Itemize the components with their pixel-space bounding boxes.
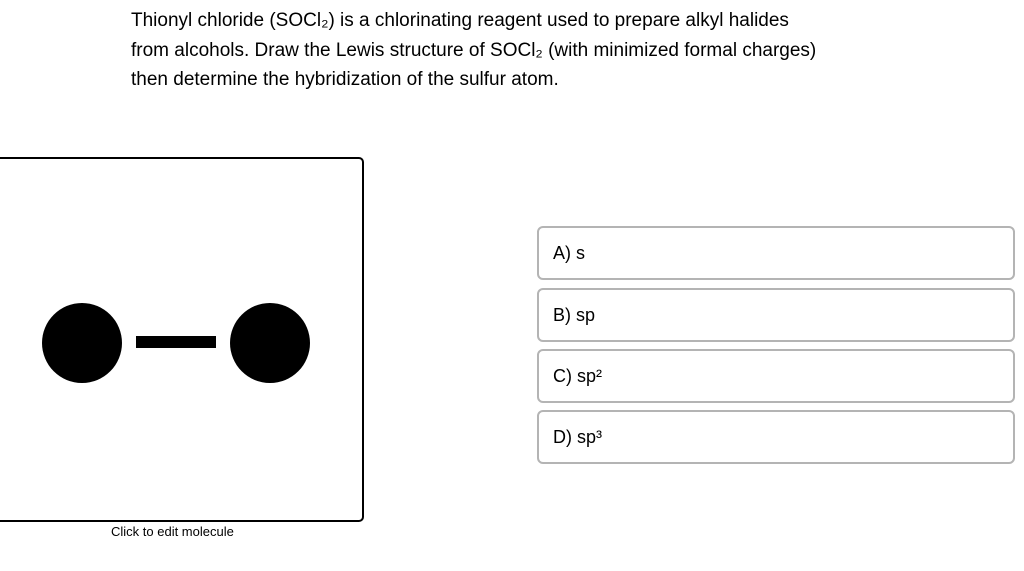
question-line: from alcohols. Draw the Lewis structure of SOCl₂ (with minimized formal charges) [131,39,817,61]
option-b[interactable]: B) sp [537,288,1015,342]
atom-left [42,303,122,383]
question-line: then determine the hybridization of the sulfur atom. [131,69,559,90]
molecule-editor-canvas[interactable] [0,157,364,522]
question-text [131,6,931,95]
atom-right [230,303,310,383]
edit-molecule-caption[interactable]: Click to edit molecule [111,524,234,539]
option-c[interactable]: C) sp² [537,349,1015,403]
option-a[interactable]: A) s [537,226,1015,280]
question-line: Thionyl chloride (SOCl₂) is a chlorinating reagent used to prepare alkyl halides [131,10,789,31]
single-bond [136,336,216,348]
option-d[interactable]: D) sp³ [537,410,1015,464]
